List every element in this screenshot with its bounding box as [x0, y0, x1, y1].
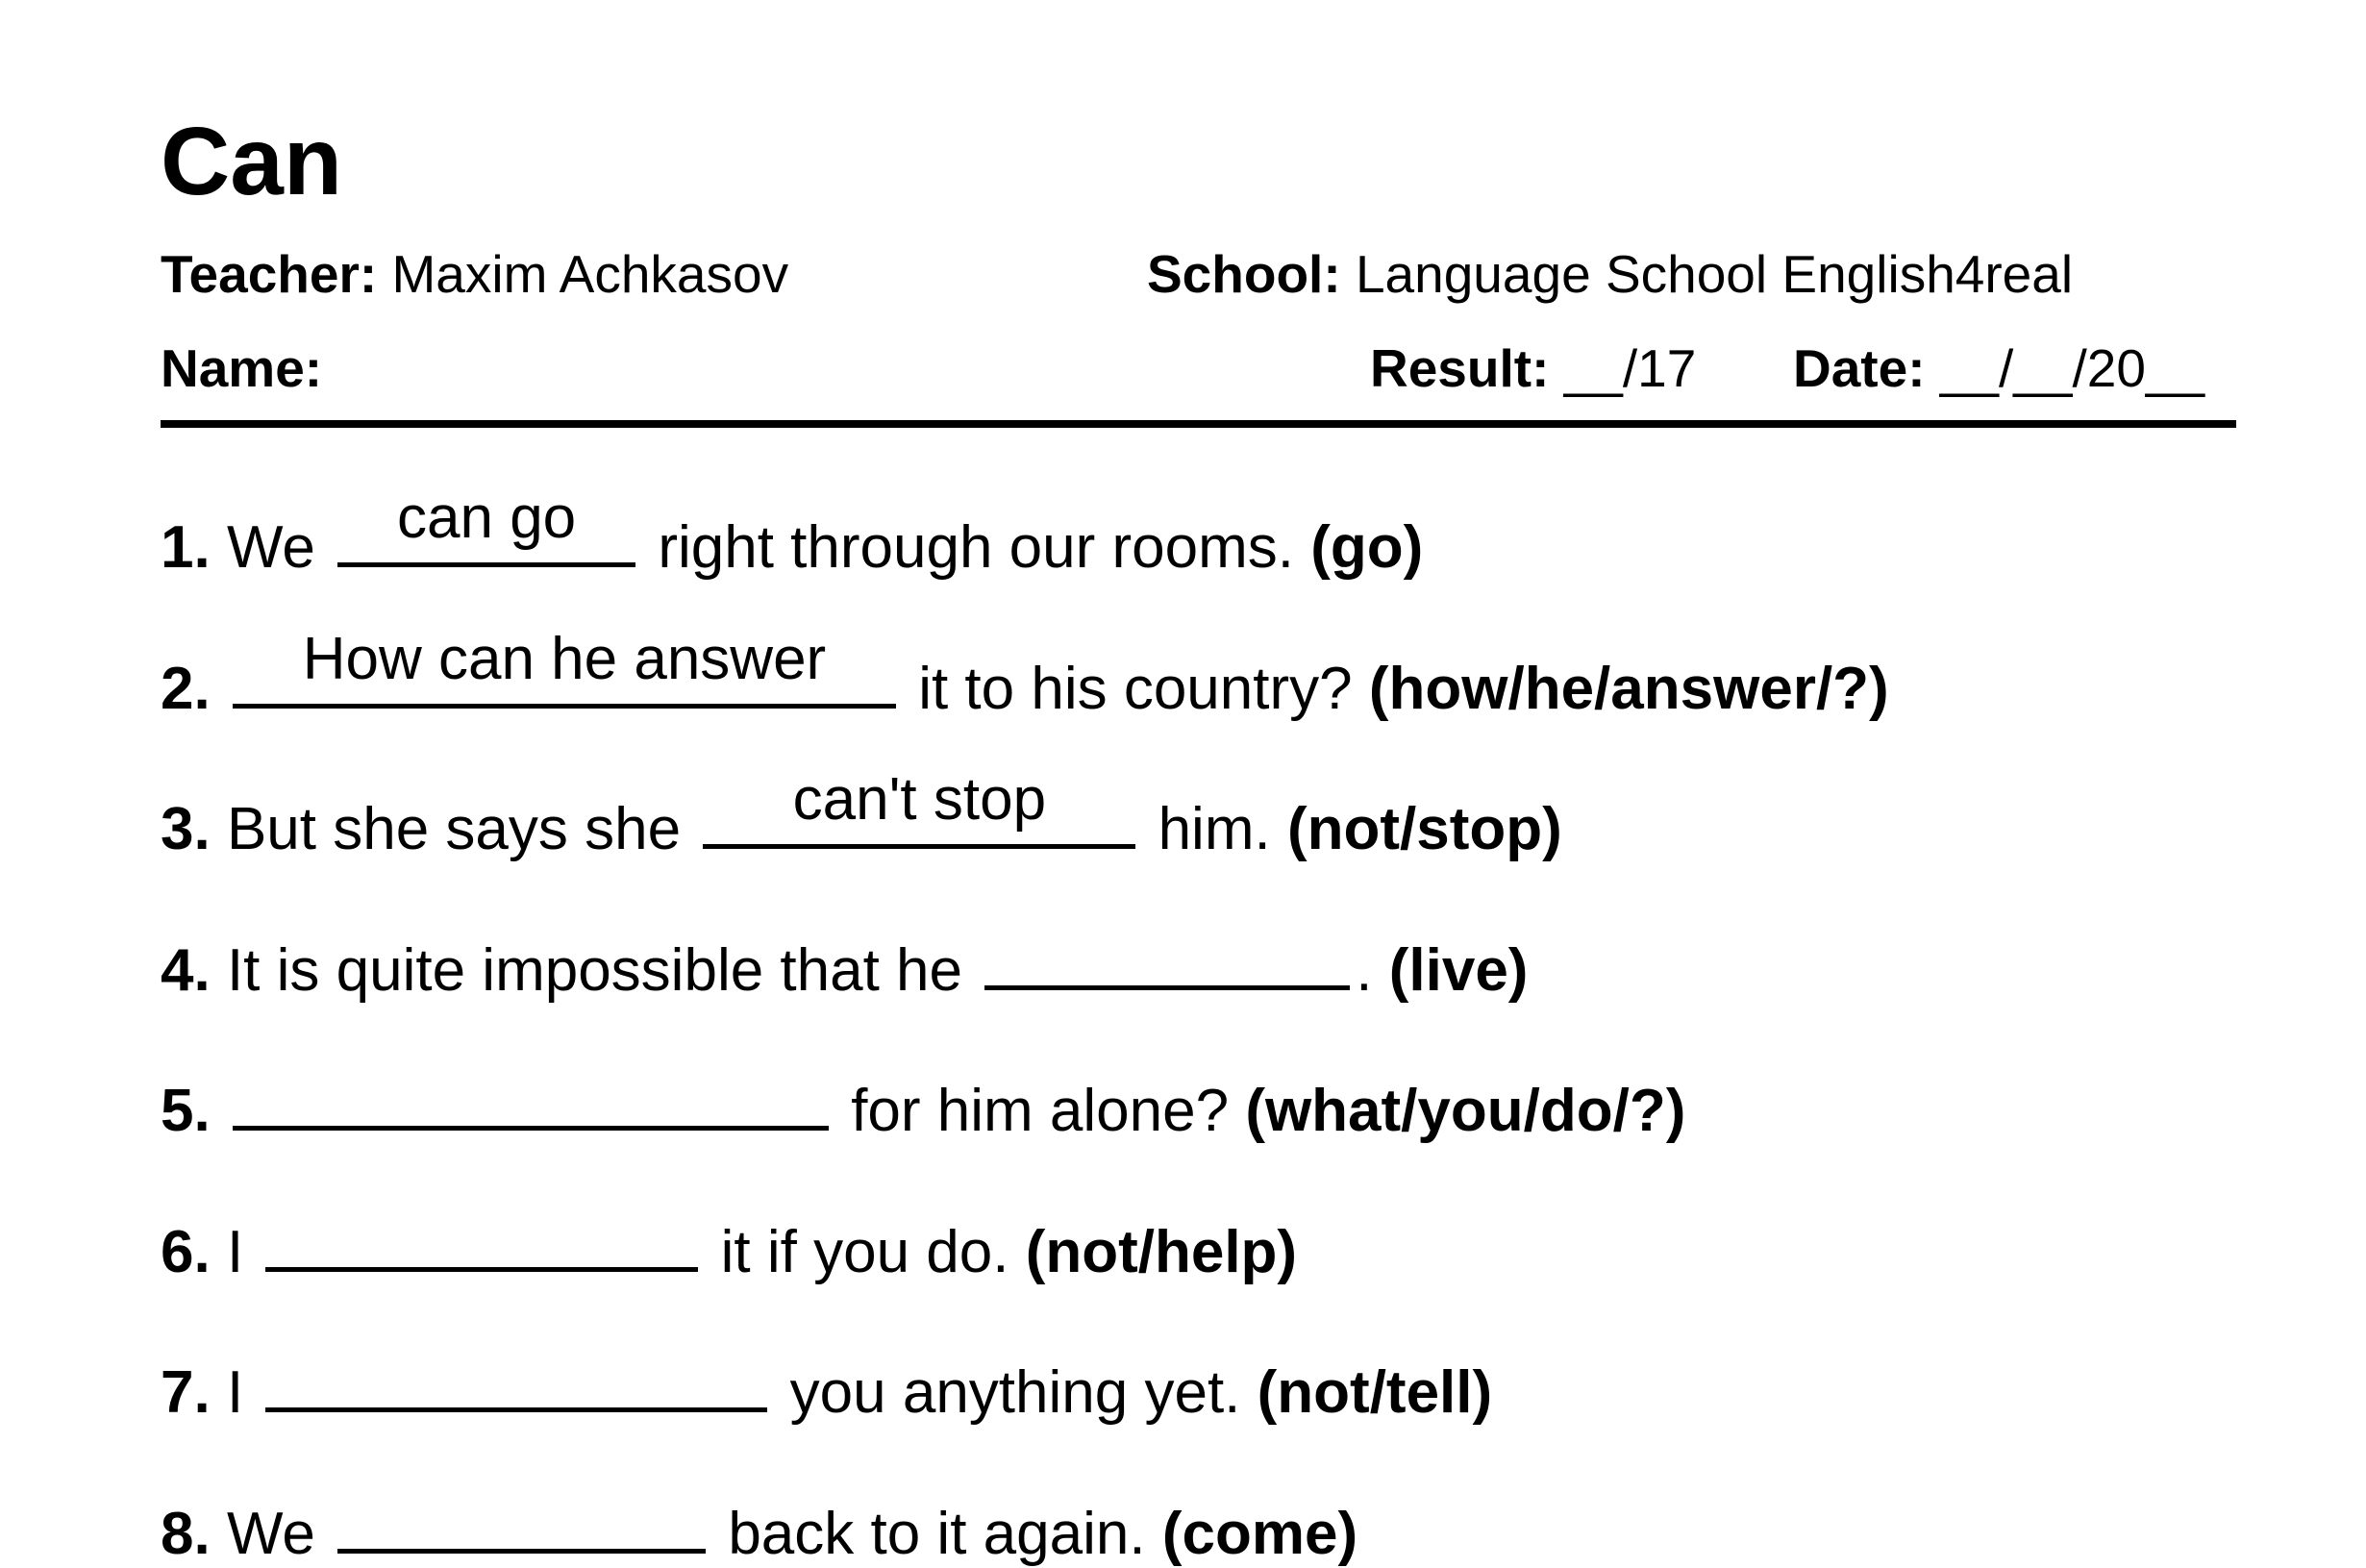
question-6 — [161, 1214, 1298, 1285]
question-text-after: him. — [1158, 796, 1271, 862]
question-text-before: I — [226, 1359, 244, 1426]
question-text-before: It is quite impossible that he — [226, 937, 963, 1004]
school-label: School: — [1147, 244, 1341, 304]
question-5 — [161, 1073, 1686, 1144]
teacher-name: Maxim Achkasov — [391, 244, 789, 304]
question-text-after: you anything yet. — [789, 1359, 1241, 1426]
question-3 — [161, 766, 1562, 862]
question-hint: (not/help) — [1025, 1219, 1298, 1285]
worksheet-title: Can — [161, 108, 342, 215]
question-number: 5. — [161, 1078, 211, 1144]
result-line — [1370, 338, 1697, 398]
date-label: Date: — [1793, 338, 1926, 398]
question-hint: (live) — [1388, 937, 1529, 1004]
teacher-label: Teacher: — [161, 244, 378, 304]
answer-text: can go — [397, 485, 577, 551]
question-text-after: . — [1356, 937, 1373, 1004]
answer-blank[interactable] — [265, 1214, 698, 1272]
question-hint: (how/he/answer/?) — [1368, 656, 1889, 722]
question-number: 4. — [161, 937, 211, 1004]
result-label: Result: — [1370, 338, 1550, 398]
answer-text: can't stop — [792, 766, 1047, 833]
question-text-after: it to his country? — [918, 656, 1353, 722]
answer-blank[interactable] — [703, 766, 1135, 849]
name-label: Name: — [161, 338, 323, 398]
answer-text: How can he answer — [302, 626, 827, 692]
question-hint: (go) — [1310, 514, 1424, 581]
answer-blank[interactable] — [337, 1496, 706, 1554]
school-name: Language School English4real — [1355, 244, 2074, 304]
result-value: __/17 — [1563, 338, 1697, 398]
question-hint: (not/stop) — [1286, 796, 1562, 862]
teacher-line — [161, 244, 789, 304]
question-7 — [161, 1355, 1493, 1426]
question-number: 2. — [161, 656, 211, 722]
question-number: 3. — [161, 796, 211, 862]
question-hint: (come) — [1161, 1501, 1358, 1567]
answer-blank[interactable] — [337, 485, 635, 567]
header-divider — [161, 420, 2236, 428]
answer-blank[interactable] — [233, 1073, 829, 1131]
question-text-before: We — [226, 1501, 315, 1567]
question-2 — [161, 626, 1889, 722]
date-line — [1793, 338, 2205, 398]
question-hint: (not/tell) — [1257, 1359, 1493, 1426]
question-4 — [161, 933, 1529, 1004]
question-text-before: I — [226, 1219, 244, 1285]
answer-blank[interactable] — [233, 626, 896, 709]
question-text-after: right through our rooms. — [658, 514, 1294, 581]
answer-blank[interactable] — [984, 933, 1350, 990]
question-text-before: But she says she — [226, 796, 682, 862]
question-8 — [161, 1496, 1358, 1567]
question-text-after: it if you do. — [720, 1219, 1009, 1285]
question-text-before: We — [226, 514, 315, 581]
question-number: 7. — [161, 1359, 211, 1426]
school-line — [1147, 244, 2074, 304]
answer-blank[interactable] — [265, 1355, 767, 1412]
question-text-after: back to it again. — [728, 1501, 1146, 1567]
question-1 — [161, 485, 1424, 581]
question-text-after: for him alone? — [851, 1078, 1230, 1144]
question-number: 8. — [161, 1501, 211, 1567]
name-line — [161, 338, 323, 398]
date-value: __/__/20__ — [1939, 338, 2205, 398]
question-number: 1. — [161, 514, 211, 581]
question-number: 6. — [161, 1219, 211, 1285]
question-hint: (what/you/do/?) — [1245, 1078, 1686, 1144]
